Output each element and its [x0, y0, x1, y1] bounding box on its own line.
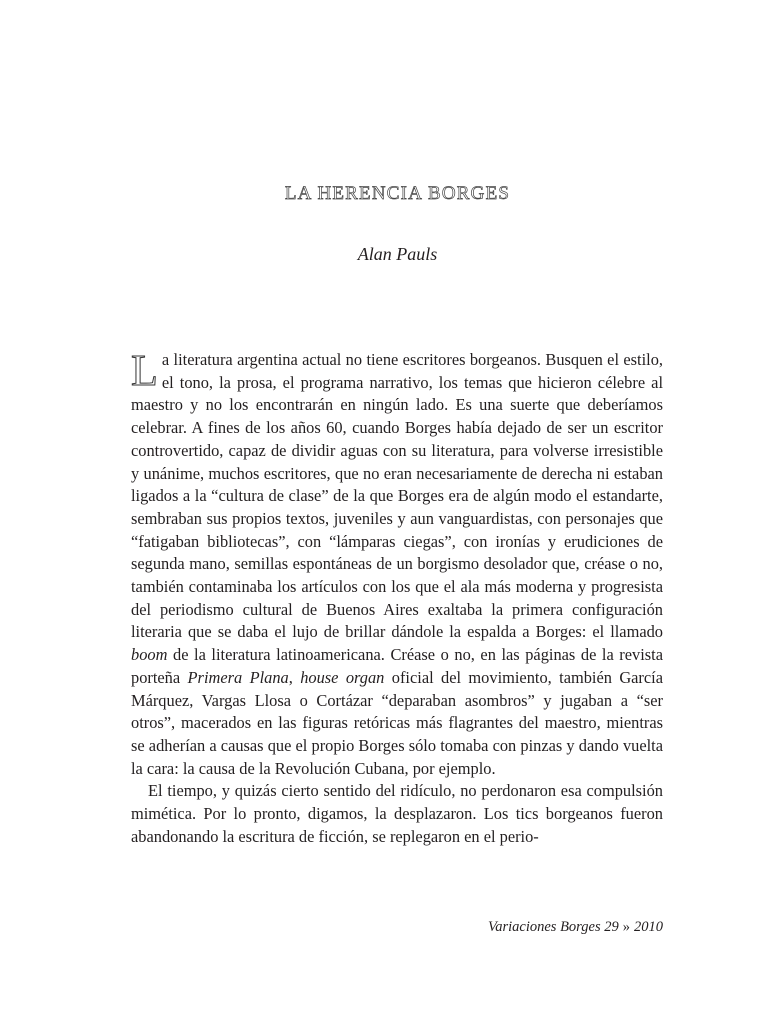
emphasis-house-organ: house organ — [300, 667, 385, 687]
paragraph-1-text-4: oficial del movimiento, también García Márquez, Vargas Llosa o Cortázar “deparaban asombros” y jugaban a “ser otros”, macerados en las figuras retóricas más flagrantes del maestro, mientras se adherían a causas que el propio Borges sólo tomaba con pinzas y dando vuelta la cara: la causa de la Revolución Cubana, por ejemplo. — [131, 667, 663, 778]
paragraph-1-text-1: a literatura argentina actual no tiene escritores borgeanos. Busquen el estilo, el tono, la prosa, el programa narrativo, los temas que hicieron célebre al maestro y no los encontrarán en ningún lado. Es una suerte que deberíamos celebrar. A fines de los años 60, cuando Borges había dejado de ser un escritor controvertido, capaz de dividir aguas con su literatura, para volverse irresistible y unánime, muchos escritores, que no eran necesariamente de derecha ni estaban ligados a la “cultura de clase” de la que Borges era de algún modo el estandarte, sembraban sus propios textos, juveniles y aun vanguardistas, con personajes que “fatigaban bibliotecas”, con “lámparas ciegas”, con ironías y erudiciones de segunda mano, semillas espontáneas de un borgismo desolador que, créase o no, también contaminaba los artículos con los que el ala más moderna y progresista del periodismo cultural de Buenos Aires exaltaba la primera configuración literaria que se daba el lujo de brillar dándole la espalda a Borges: el llamado — [131, 350, 663, 642]
emphasis-boom: boom — [131, 645, 168, 665]
emphasis-primera-plana: Primera Plana — [187, 667, 289, 687]
article-body — [131, 346, 663, 848]
article-author: Alan Pauls — [357, 244, 438, 264]
paragraph-1-text-2: de la literatura latinoamericana. Créase o no, en las páginas de la revista porteña — [131, 645, 663, 687]
running-footer — [360, 919, 663, 936]
footer-separator: » — [622, 919, 630, 935]
paragraph-1 — [131, 346, 663, 780]
publication-year: 2010 — [634, 919, 663, 935]
paragraph-2: El tiempo, y quizás cierto sentido del ridículo, no perdonaron esa compulsión mimética. Por lo pronto, digamos, la desplazaron. Los tics borgeanos fueron abandonando la escritura de ficción, se replegaron en el perio- — [131, 781, 663, 846]
drop-cap: L — [131, 346, 158, 395]
journal-name: Variaciones Borges 29 — [487, 919, 619, 935]
article-title: LA HERENCIA BORGES — [284, 183, 511, 204]
paragraph-1-text-3: , — [288, 667, 301, 687]
